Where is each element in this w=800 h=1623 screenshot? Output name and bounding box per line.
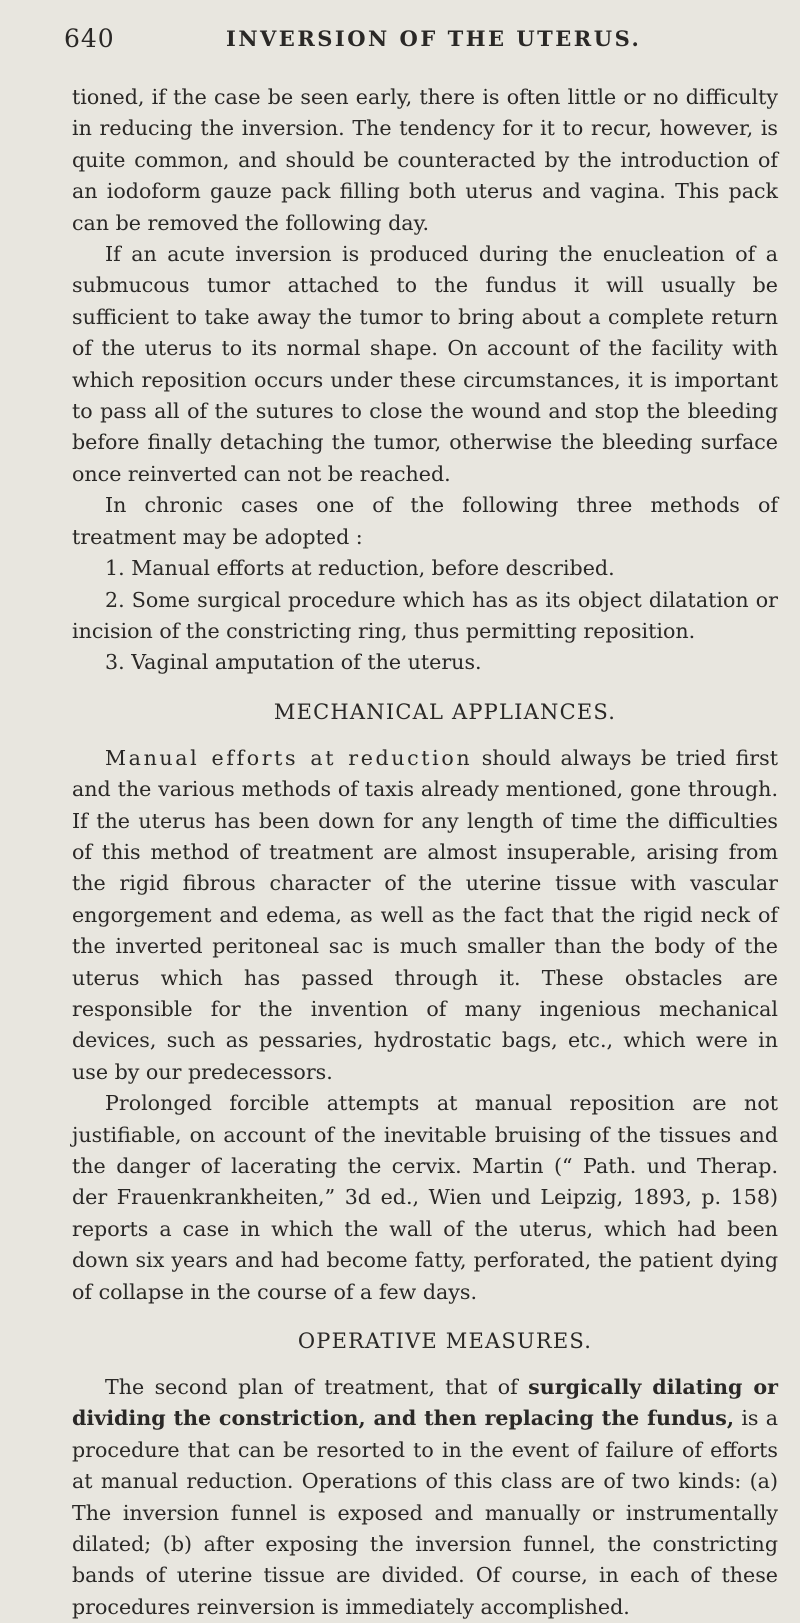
paragraph-acute-inversion: If an acute inversion is produced during the enucleation of a submucous tumor attached to the fundus it will usually be sufficient to take away the tumor to bring about a complete return of the uterus to its normal shape. On account of the facility with which reposition occurs under these circumstances, it is important to pass all of the sutures to close the wound and stop the bleeding before finally detaching the tumor, otherwise the bleeding surface once reinverted can not be reached. <box>72 242 778 486</box>
list-item-amputation: 3. Vaginal amputation of the uterus. <box>105 650 482 675</box>
bold-emphasis-text: surgically dilating or dividing the constriction, and then replacing the fundus, <box>72 1375 778 1431</box>
paragraph-chronic-cases: In chronic cases one of the following three methods of treatment may be adopted : <box>72 493 778 549</box>
paragraph-mechanical-1-rest: should always be tried first and the various methods of taxis already mentioned, gone through. If the uterus has been down for any length of time the difficulties of this method of treatment are almost insuperable, arising from the rigid fibrous character of the uterine tissue with vascular engorgement and edema, as well as the fact that the rigid neck of the inverted peritoneal sac is much smaller than the body of the uterus which has passed through it. These obstacles are responsible for the invention of many ingenious mechanical devices, such as pessaries, hydrostatic bags, etc., which were in use by our predecessors. <box>72 745 778 1084</box>
paragraph-operative-1 <box>72 1372 778 1623</box>
spaced-lead-text: Manual efforts at reduction <box>105 745 473 770</box>
page-header <box>0 18 800 58</box>
paragraph-mechanical-2: Prolonged forcible attempts at manual reposition are not justifiable, on account of the inevitable bruising of the tissues and the danger of lacerating the cervix. Martin (“ Path. und Therap. der Frauenkrankheiten,” 3d ed., Wien und Leipzig, 1893, p. 158) reports a case in which the wall of the uterus, which had been down six years and had become fatty, perforated, the patient dying of collapse in the course of a few days. <box>72 1091 778 1304</box>
section-heading-mechanical: MECHANICAL APPLIANCES. <box>273 699 617 724</box>
paragraph-operative-rest: is a procedure that can be resorted to in the event of failure of efforts at manual reduction. Operations of this class are of two kinds: (a) The inversion funnel is exposed and manually or instrumentally dilated; (b) after exposing the inversion funnel, the constricting bands of uterine tissue are divided. Of course, in each of these procedures reinversion is immediately accomplished. <box>72 1406 778 1619</box>
section-heading-operative: OPERATIVE MEASURES. <box>297 1329 593 1354</box>
list-item-manual: 1. Manual efforts at reduction, before described. <box>105 556 615 581</box>
running-head: INVERSION OF THE UTERUS. <box>226 26 642 51</box>
page-number: 640 <box>64 24 115 53</box>
paragraph-operative-start: The second plan of treatment, that of <box>105 1375 529 1400</box>
list-item-surgical: 2. Some surgical procedure which has as its object dilatation or incision of the constricting ring, thus permitting reposition. <box>72 587 778 643</box>
body-text <box>72 82 778 1623</box>
paragraph-mechanical-1 <box>72 743 778 1088</box>
paragraph-continuation: tioned, if the case be seen early, there is often little or no difficulty in reducing the inversion. The tendency for it to recur, however, is quite common, and should be counteracted by the introduction of an iodoform gauze pack filling both uterus and vagina. This pack can be removed the following day. <box>72 85 778 235</box>
